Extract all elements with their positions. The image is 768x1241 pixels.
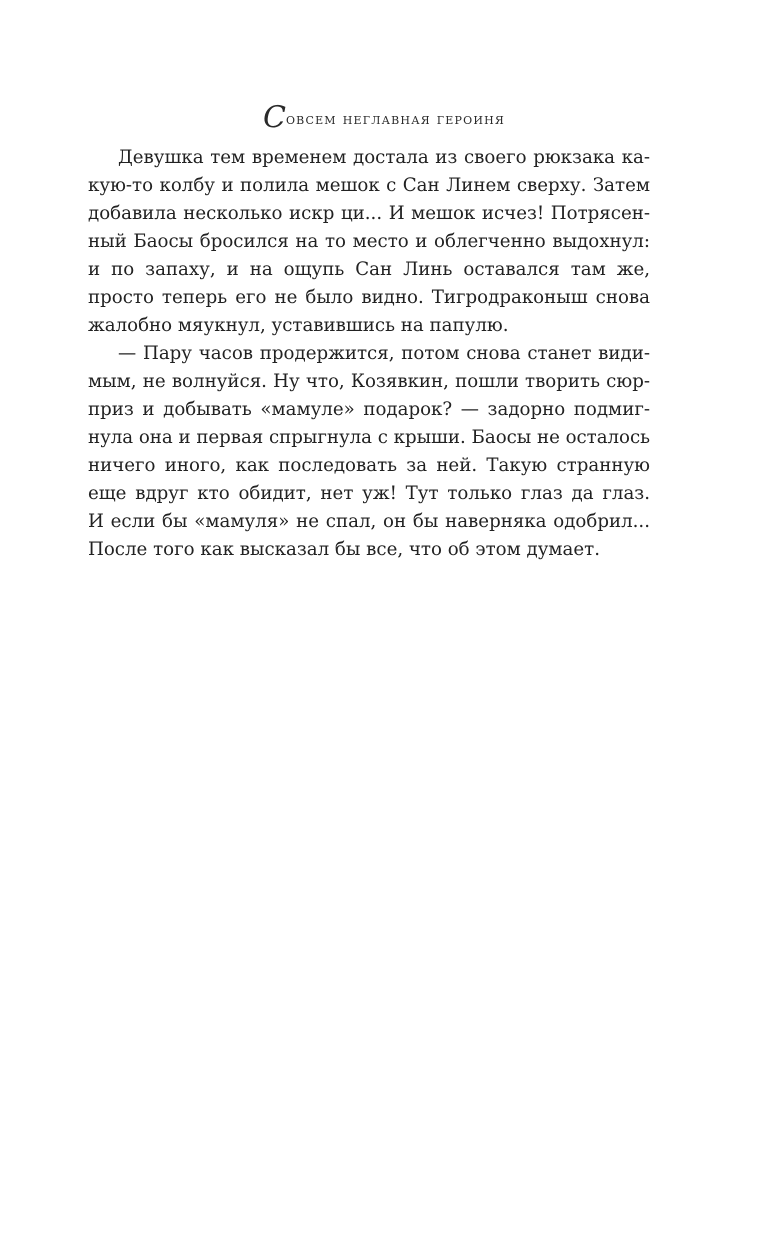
- header-title: овсем неглавная героиня: [285, 110, 506, 128]
- text-line: добавила несколько искр ци... И мешок исчез! Потрясен-: [88, 203, 650, 224]
- running-header: [0, 100, 768, 135]
- text-line: кую-то колбу и полила мешок с Сан Линем сверху. Затем: [88, 175, 650, 196]
- text-line: ничего иного, как последовать за ней. Такую странную: [88, 455, 650, 476]
- body-text: [88, 144, 650, 564]
- text-line: просто теперь его не было видно. Тигродраконыш снова: [88, 287, 650, 308]
- text-line: мым, не волнуйся. Ну что, Козявкин, пошли творить сюр-: [88, 371, 650, 392]
- text-line: приз и добывать «мамуле» подарок? — задорно подмиг-: [88, 399, 650, 420]
- text-line: И если бы «мамуля» не спал, он бы наверняка одобрил...: [88, 511, 650, 532]
- text-line: еще вдруг кто обидит, нет уж! Тут только глаз да глаз.: [88, 483, 650, 504]
- text-line: ный Баосы бросился на то место и облегченно выдохнул:: [88, 231, 650, 252]
- text-line: После того как высказал бы все, что об этом думает.: [88, 539, 601, 560]
- text-line: — Пару часов продержится, потом снова станет види-: [118, 343, 650, 364]
- text-line: нула она и первая спрыгнула с крыши. Баосы не осталось: [88, 427, 651, 448]
- text-line: Девушка тем временем достала из своего рюкзака ка-: [118, 147, 650, 168]
- header-initial: С: [262, 100, 286, 135]
- text-line: жалобно мяукнул, уставившись на папулю.: [88, 315, 509, 336]
- text-line: и по запаху, и на ощупь Сан Линь оставался там же,: [88, 259, 650, 280]
